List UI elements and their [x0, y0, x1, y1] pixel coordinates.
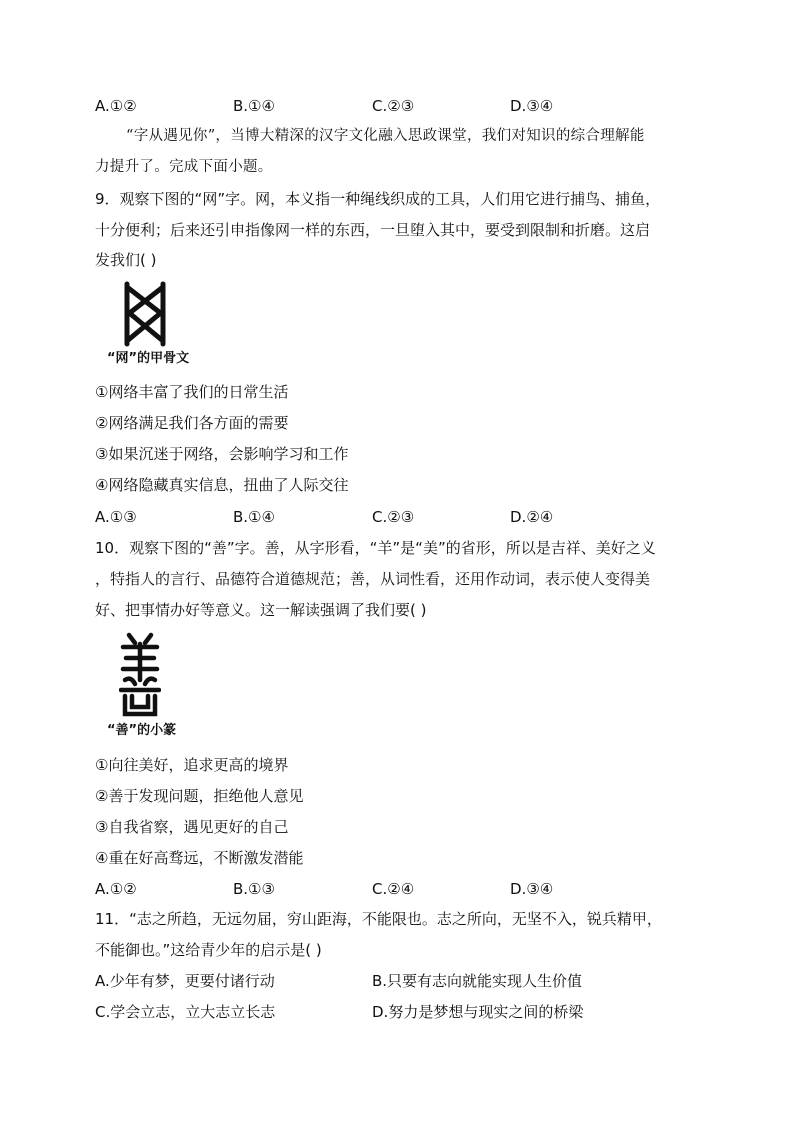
intro-line-1: “字从遇见你”，当博大精深的汉字文化融入思政课堂，我们对知识的综合理解能 — [126, 128, 645, 144]
intro-line-2: 力提升了。完成下面小题。 — [95, 159, 273, 175]
q10-statement-2: ②善于发现问题，拒绝他人意见 — [95, 787, 304, 805]
q11-stem-line-1: 11．“志之所趋，无远勿届，穷山距海，不能限也。志之所向，无坚不入，锐兵精甲， — [95, 910, 662, 928]
q9-stem-line-3: 发我们( ) — [95, 251, 157, 269]
q9-option-b: B.①④ — [233, 508, 275, 526]
q9-figure-caption: “网”的甲骨文 — [107, 351, 190, 366]
q9-statement-1: ①网络丰富了我们的日常生活 — [95, 383, 289, 401]
shan-seal-script-glyph — [119, 632, 161, 718]
q10-stem-line-1: 10．观察下图的“善”字。善，从字形看，“羊”是“美”的省形，所以是吉祥、美好之义 — [95, 539, 656, 557]
q10-option-d: D.③④ — [510, 880, 554, 898]
wang-oracle-bone-glyph — [121, 281, 169, 347]
q11-stem-line-2: 不能御也。”这给青少年的启示是( ) — [95, 941, 322, 959]
q9-statement-4: ④网络隐藏真实信息，扭曲了人际交往 — [95, 476, 349, 494]
q10-statement-4: ④重在好高骛远，不断激发潜能 — [95, 849, 304, 867]
q9-option-a: A.①③ — [95, 508, 137, 526]
q11-option-a: A.少年有梦，更要付诸行动 — [95, 972, 275, 990]
q10-option-c: C.②④ — [372, 880, 415, 898]
q9-statement-3: ③如果沉迷于网络，会影响学习和工作 — [95, 445, 349, 463]
q8-option-a: A.①② — [95, 97, 137, 115]
q9-statement-2: ②网络满足我们各方面的需要 — [95, 414, 289, 432]
q10-figure-caption: “善”的小篆 — [107, 723, 177, 738]
q8-option-b: B.①④ — [233, 97, 275, 115]
q9-option-c: C.②③ — [372, 508, 415, 526]
q9-stem-line-1: 9．观察下图的“网”字。网，本义指一种绳线织成的工具，人们用它进行捕鸟、捕鱼， — [95, 190, 661, 208]
q10-stem-line-2: ，特指人的言行、品德符合道德规范；善，从词性看，还用作动词，表示使人变得美 — [95, 570, 651, 588]
q8-option-d: D.③④ — [510, 97, 554, 115]
q8-option-c: C.②③ — [372, 97, 415, 115]
q9-stem-line-2: 十分便利；后来还引申指像网一样的东西，一旦堕入其中，要受到限制和折磨。这启 — [95, 221, 651, 239]
q11-option-d: D.努力是梦想与现实之间的桥梁 — [372, 1003, 584, 1021]
q9-option-d: D.②④ — [510, 508, 554, 526]
q11-option-b: B.只要有志向就能实现人生价值 — [372, 972, 583, 990]
q10-option-a: A.①② — [95, 880, 137, 898]
q10-stem-line-3: 好、把事情办好等意义。这一解读强调了我们要( ) — [95, 601, 427, 619]
q10-statement-1: ①向往美好，追求更高的境界 — [95, 756, 289, 774]
q10-option-b: B.①③ — [233, 880, 275, 898]
q11-option-c: C.学会立志，立大志立长志 — [95, 1003, 276, 1021]
q10-statement-3: ③自我省察，遇见更好的自己 — [95, 818, 289, 836]
